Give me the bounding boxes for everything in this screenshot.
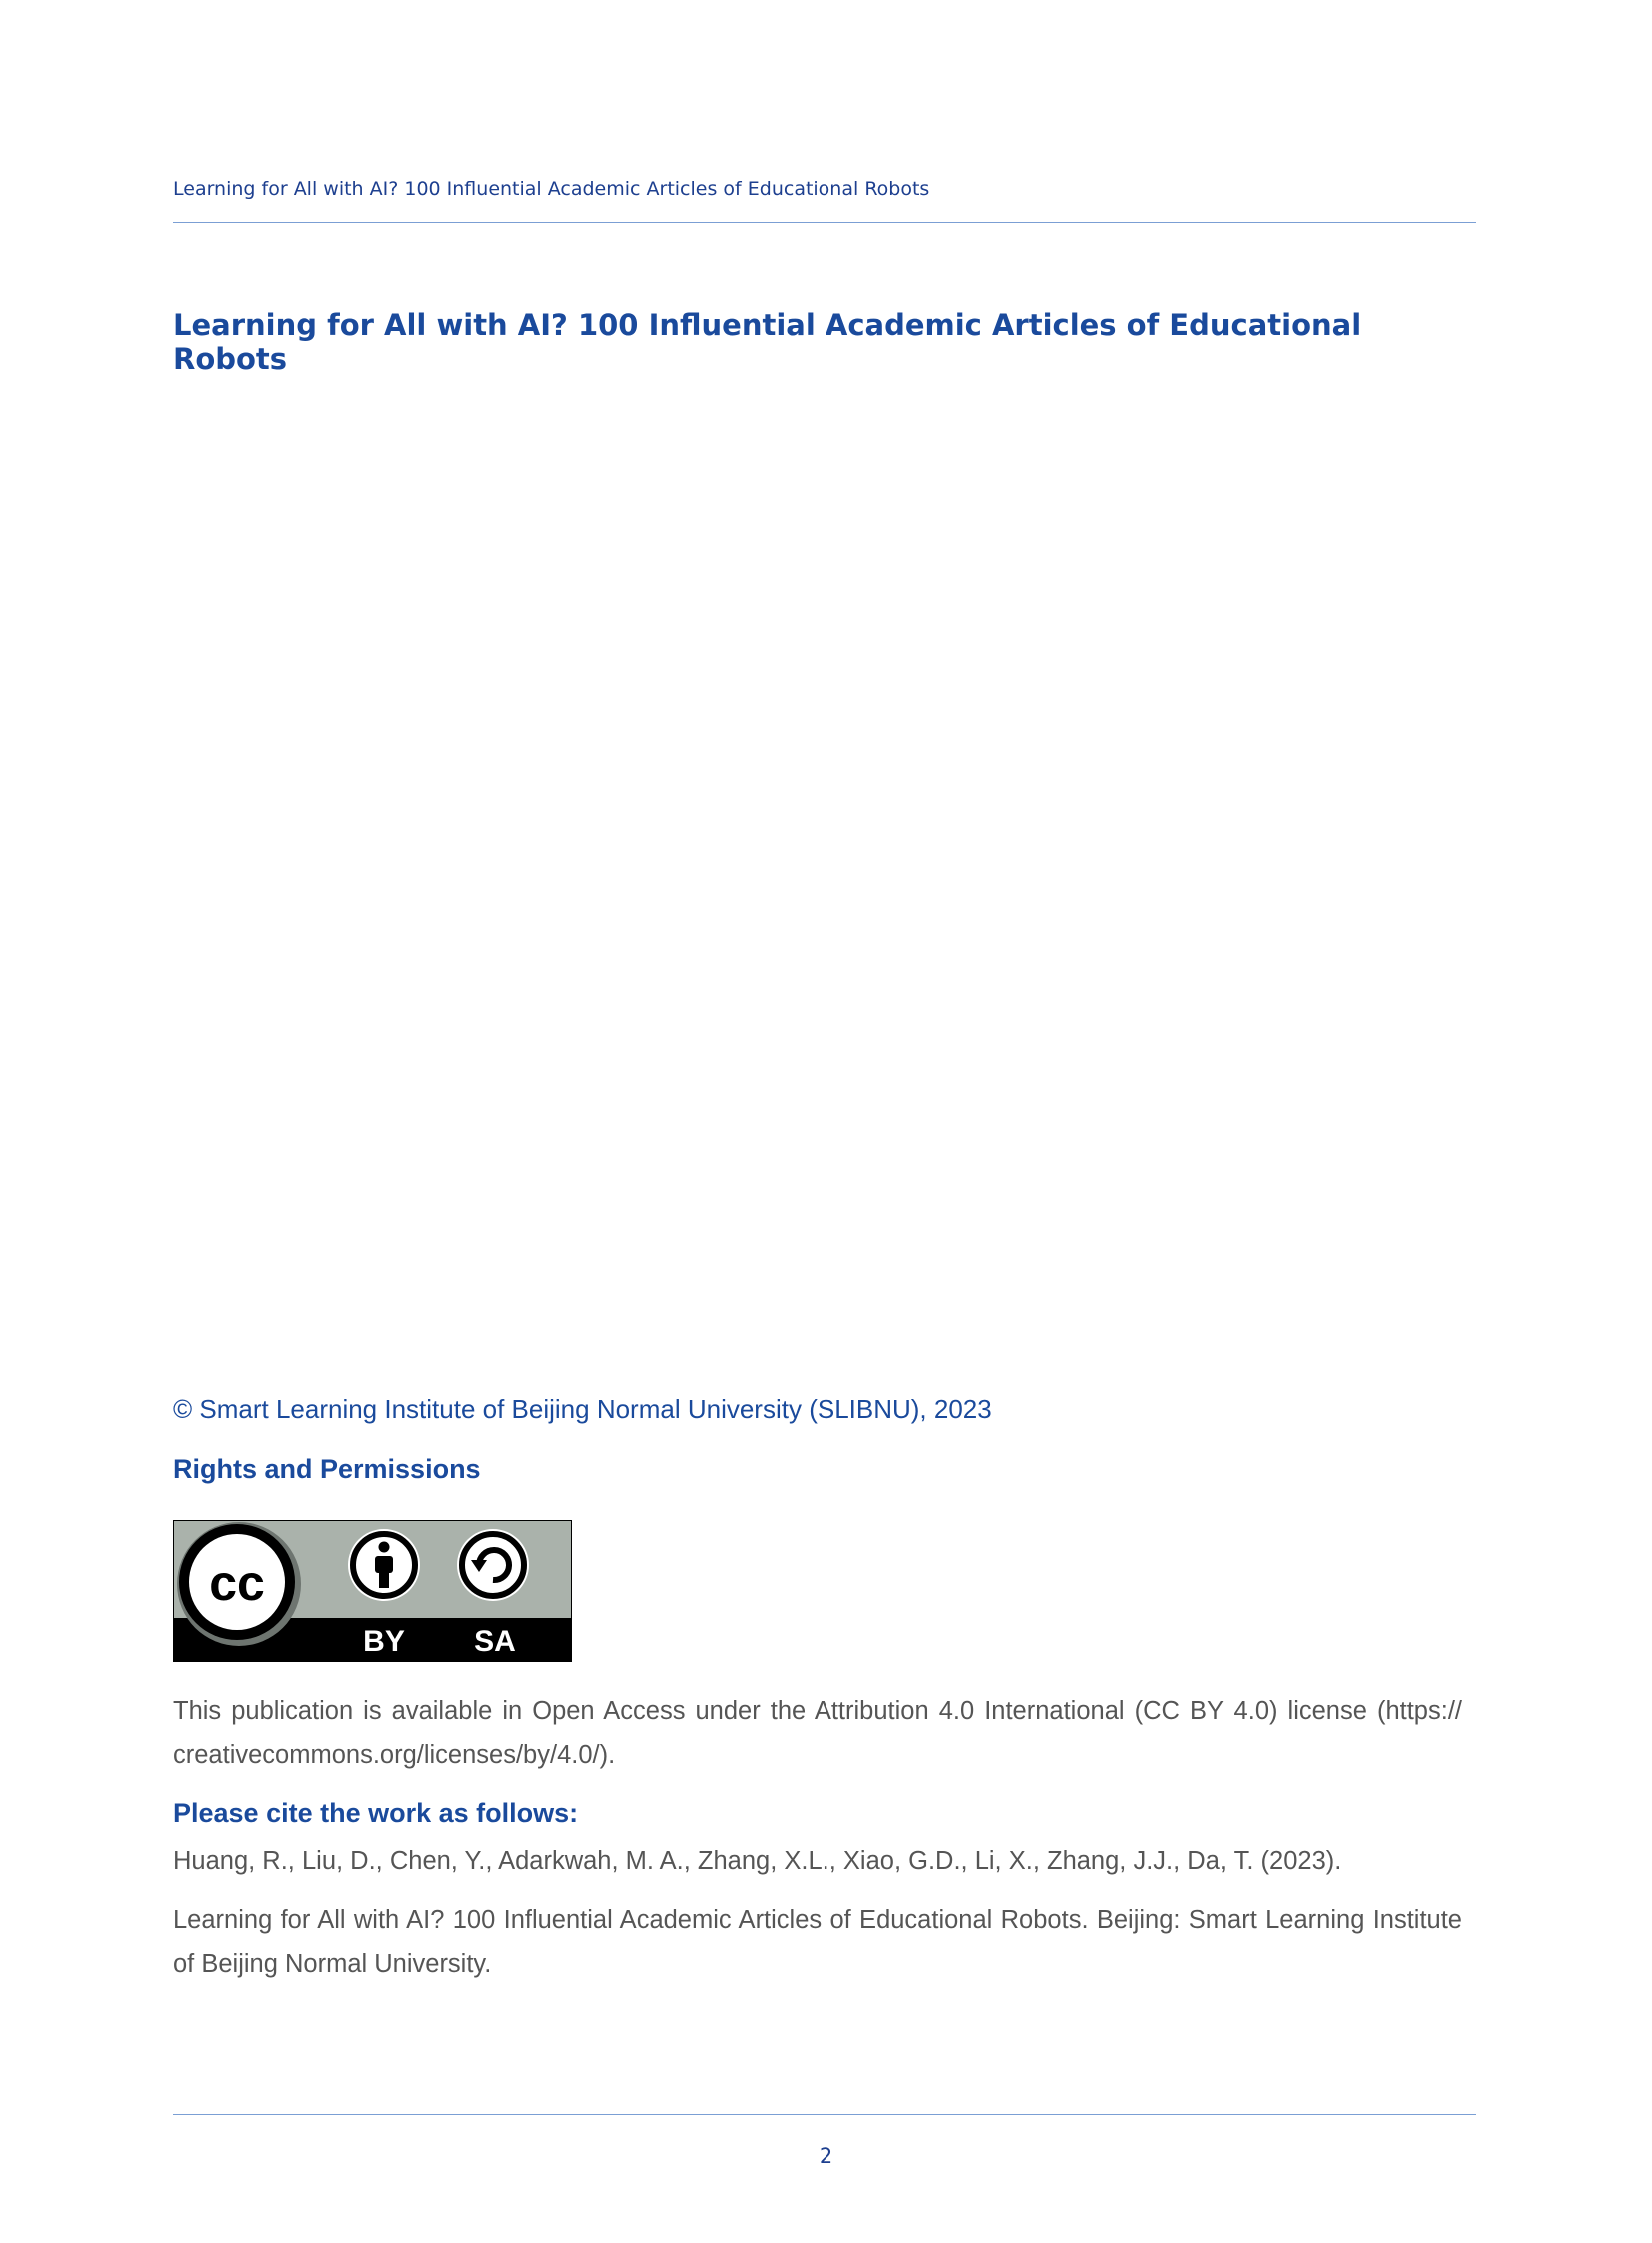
cc-letters: cc (209, 1555, 265, 1611)
citation-heading: Please cite the work as follows: (173, 1798, 579, 1828)
attribution-person-icon (348, 1529, 420, 1601)
running-header: Learning for All with AI? 100 Influential Academic Articles of Educational Robots (173, 178, 930, 200)
sa-label: SA (474, 1625, 516, 1658)
license-statement: This publication is available in Open Access under the Attribution 4.0 International (CC BY 4.0) license (https:// creativecommons.org/licenses/by/4.0/). (173, 1697, 1462, 1769)
header-divider (173, 222, 1476, 223)
citation-authors: Huang, R., Liu, D., Chen, Y., Adarkwah, M. A., Zhang, X.L., Xiao, G.D., Li, X., Zhang, J.J., Da, T. (2023). (173, 1847, 1342, 1875)
page-title: Learning for All with AI? 100 Influential Academic Articles of Educational Robots (173, 308, 1362, 376)
copyright-notice: © Smart Learning Institute of Beijing Normal University (SLIBNU), 2023 (173, 1394, 992, 1424)
citation-title: Learning for All with AI? 100 Influential Academic Articles of Educational Robots. Beijing: Smart Learning Institute of Beijing Normal University. (173, 1906, 1462, 1978)
share-alike-icon (457, 1529, 529, 1601)
cc-icon (177, 1522, 301, 1646)
page-number: 2 (819, 2144, 833, 2168)
footer-divider (173, 2114, 1476, 2115)
rights-heading: Rights and Permissions (173, 1454, 481, 1484)
by-label: BY (363, 1625, 405, 1658)
cc-by-sa-license-badge (173, 1520, 572, 1662)
